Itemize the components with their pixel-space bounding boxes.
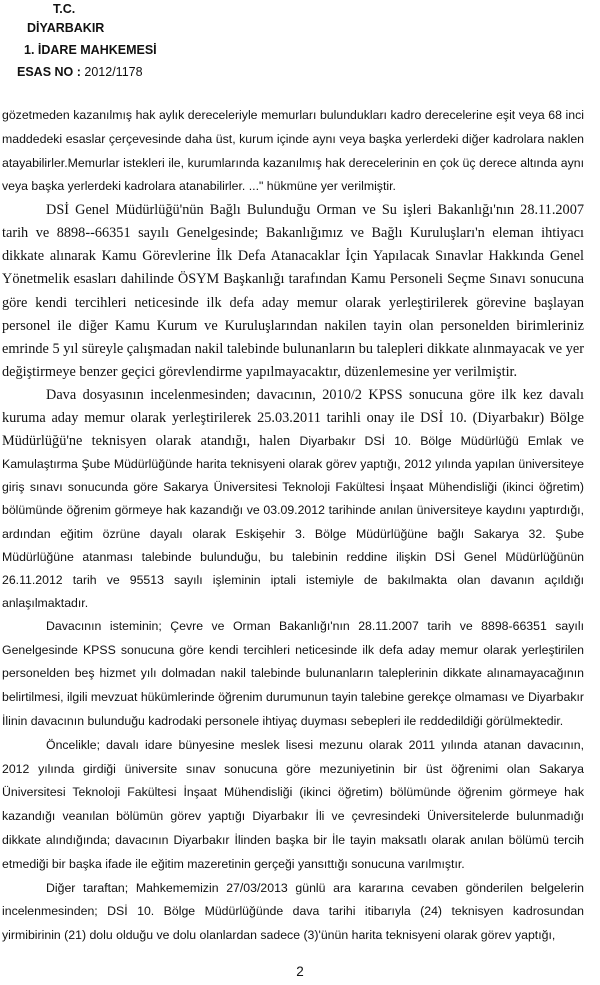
header-tc: T.C.	[53, 2, 76, 16]
header-city: DİYARBAKIR	[27, 21, 105, 35]
case-number-label: ESAS NO :	[17, 65, 81, 79]
paragraph-staffing-evidence: Diğer taraftan; Mahkememizin 27/03/2013 günlü ara kararına cevaben gönderilen belgelerin incelenmesinden; DSİ 10. Bölge Müdürlüğünde dava tarihi itibarıyla (24) teknisyen kadrosundan yirmibirinin (21) dolu olduğu ve dolu olanlardan sadece (3)'ünün harita teknisyeni olarak görev yaptığı,	[2, 880, 584, 943]
paragraph-education-excuse: Öncelikle; davalı idare bünyesine meslek lisesi mezunu olarak 2011 yılında atanan davacının, 2012 yılında girdiği üniversite sınav sonucuna göre mezuniyetinin bir üst öğrenimi olan Sakarya Üniversitesi Teknoloji Fakültesi İnşaat Mühendisliği (ikinci öğretim) bölümünde öğrenim görmeye hak kazandığı veanılan bölümün görev yaptığı Diyarbakır İli ve çevresindeki Üniversitelerde bulunmadığı dikkate alındığında; davacının Diyarbakır İlinden başka bir İle tayin maksatlı olarak anılan bölümü tercih etmediği bir başka ifade ile eğitim mazeretinin gerçeği yansıttığı sonucuna varılmıştır.	[2, 737, 584, 871]
header-court: 1. İDARE MAHKEMESİ	[24, 43, 157, 57]
header-case-number	[17, 64, 143, 81]
case-facts-sans-text: Diyarbakır DSİ 10. Bölge Müdürlüğü Emlak ve Kamulaştırma Şube Müdürlüğünde harita teknisyeni olarak görev yaptığı, 2012 yılında yapılan üniversiteye giriş sınavı sonucunda göre Sakarya Üniversitesi Teknoloji Fakültesi İnşaat Mühendisliği (ikinci öğretim) bölümünde öğrenim görmeye hak kazandığı ve 03.09.2012 tarihinde anılan üniversiteye kaydını yaptırdığı, ardından eğitim özrüne dayalı olarak Eskişehir 3. Bölge Müdürlüğüne bağlı Sakarya 32. Şube Müdürlüğüne atanması talebinde bulunduğu, bu talebinin reddine ilişkin DSİ Genel Müdürlüğünün 26.11.2012 tarih ve 95513 sayılı işleminin iptali istemiyle de bakılmakta olan davanın açıldığı anlaşılmaktadır.	[2, 434, 584, 610]
paragraph-case-facts	[2, 384, 584, 615]
document-body	[2, 104, 584, 948]
paragraph-circular: DSİ Genel Müdürlüğü'nün Bağlı Bulunduğu Orman ve Su işleri Bakanlığı'nın 28.11.2007 tarih ve 8898--66351 sayılı Genelgesinde; Bakanlığımız ve Bağlı Kuruluşları'n eleman ihtiyacı dikkate alınarak Kamu Görevlerine İlk Defa Atanacaklar İçin Yapılacak Sınavlar Hakkında Genel Yönetmelik esasları dahilinde ÖSYM Başkanlığı tarafından Kamu Personeli Seçme Sınavı sonucuna göre kendi tercihleri neticesinde ilk defa aday memur olarak yerleştirilerek görevine başlayan personel ile diğer Kamu Kurum ve Kuruluşlarından nakilen tayin olan personelden birimleriniz emrinde 5 yıl süreyle çalışmadan nakil talebinde bulunanların bu talepleri dikkate alınmayacak ve yer değiştirmeye benzer geçici görevlendirme yapılmayacaktır, düzenlemesine yer verilmiştir.	[2, 202, 584, 380]
paragraph-law-quote: gözetmeden kazanılmış hak aylık dereceleriyle memurları bulundukları kadro derecelerine eşit veya 68 inci maddedeki esaslar çerçevesinde daha üst, kurum içinde aynı veya başka yerlerdeki diğer kadrolara naklen atayabilirler.Memurlar istekleri ile, kurumlarında kazanılmış hak derecelerinin en çok üç derece altında aynı veya başka yerlerdeki kadrolara atanabilirler. ..." hükmüne yer verilmiştir.	[2, 108, 584, 194]
paragraph-rejection-reasons: Davacının isteminin; Çevre ve Orman Bakanlığı'nın 28.11.2007 tarih ve 8898-66351 sayılı Genelgesinde KPSS sonucuna göre kendi tercihleri neticesinde ilk defa aday memur olarak yerleştirilen personelden beş hizmet yılı dolmadan nakil talebinde bulunanların taleplerinin dikkate alınamayacağının belirtilmesi, ilgili mevzuat hükümlerinde öğrenim durumunun tayin talebine gerekçe olmaması ve Diyarbakır İlinin davacının bulunduğu kadrodaki personele ihtiyaç duyması sebepleri ile reddedildiği görülmektedir.	[2, 618, 584, 729]
page-number: 2	[296, 964, 304, 979]
case-number-value: 2012/1178	[84, 65, 143, 79]
case-facts-serif-text: Dava dosyasının incelenmesinden; davacının, 2010/2 KPSS sonucuna göre ilk kez davalı kuruma aday memur olarak yerleştirilerek 25.03.2011 tarihli onay ile DSİ 10. (Diyarbakır) Bölge Müdürlüğü'ne teknisyen olarak atandığı, halen	[2, 386, 584, 450]
